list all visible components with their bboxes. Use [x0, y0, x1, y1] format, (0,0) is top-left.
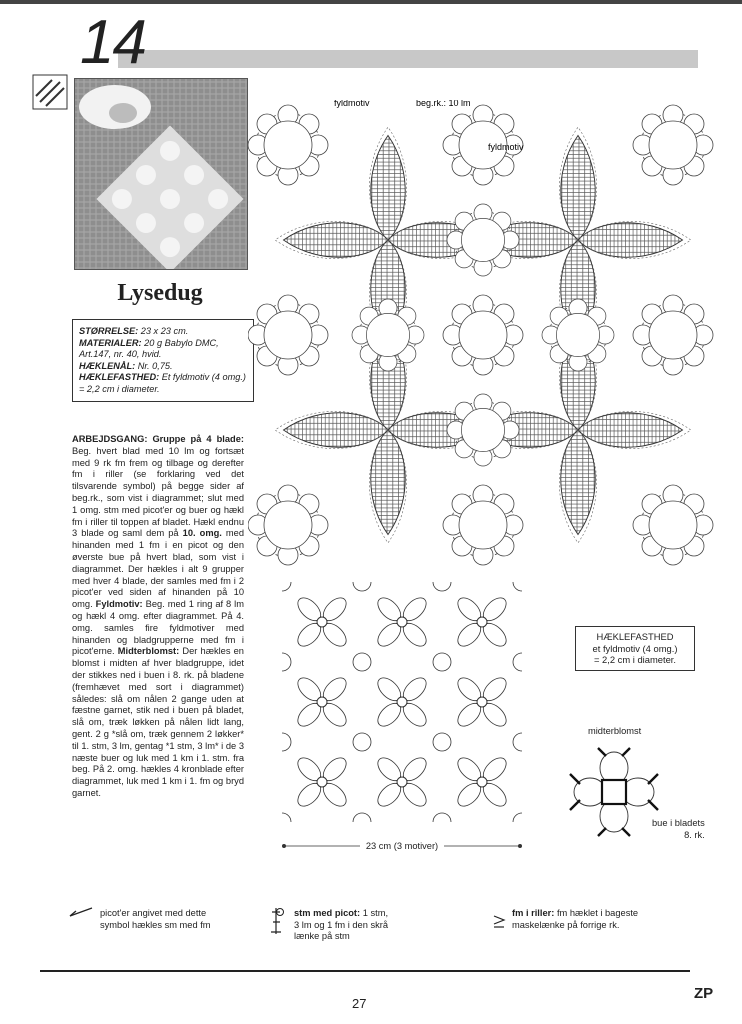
legend-fm	[512, 908, 638, 931]
fill-motif	[542, 299, 614, 371]
materials-value: 20 g Babylo DMC, Art.147, nr. 40, hvid.	[79, 337, 219, 359]
instructions	[72, 434, 244, 800]
width-label: 23 cm (3 motiver)	[365, 841, 439, 851]
size-value: 23 x 23 cm.	[140, 326, 189, 336]
small-fill-motif	[282, 653, 291, 671]
footer-rule	[40, 970, 690, 972]
small-leaf-group	[374, 674, 431, 731]
gauge-box	[575, 626, 695, 671]
legend-stm-title: stm med picot:	[294, 908, 361, 918]
product-photo	[74, 78, 248, 270]
small-fill-motif	[282, 733, 291, 751]
top-border	[0, 0, 742, 4]
legend-fm-title: fm i riller:	[512, 908, 555, 918]
needle-label: HÆKLENÅL:	[79, 360, 136, 371]
instructions-p2: med hinanden med 1 fm i en picot og den øverste bue på hvert blad, som vist i diagrammet. Der hækles i alt 9 grupper med hver 4 blade, der samles med fm i 2 picot'er ved siden af hinanden på 10 omg.	[72, 528, 244, 610]
size-label: STØRRELSE:	[79, 326, 139, 336]
legend-fm-line1: fm hæklet i bageste	[556, 908, 639, 918]
small-leaf-group	[374, 754, 431, 811]
fill-motif	[248, 485, 328, 565]
bue-label-line1: bue i bladets	[652, 818, 705, 828]
page-number: 27	[352, 996, 367, 1011]
legend-picot-line1: picot'er angivet med dette	[100, 908, 207, 918]
small-fill-motif	[433, 653, 451, 671]
fill-motif	[633, 295, 713, 375]
small-leaf-group	[454, 754, 511, 811]
fill-motif	[633, 105, 713, 185]
difficulty-icon	[32, 74, 68, 110]
small-fill-motif	[433, 813, 451, 822]
legend-stm-line1: 1 stm,	[362, 908, 389, 918]
instructions-p3: Beg. med 1 ring af 8 lm og hækl 4 omg. efter diagrammet. På 4. omg. samles fire fyldmotiver med hinanden og bladgrupperne med fm i picot'erne.	[72, 599, 244, 657]
small-fill-motif	[353, 582, 371, 591]
materials-label: MATERIALER:	[79, 337, 142, 348]
label-fyldmotiv-1: fyldmotiv	[334, 100, 370, 108]
instructions-round: 10. omg.	[182, 528, 222, 539]
small-fill-motif	[513, 813, 522, 822]
info-box	[72, 319, 254, 402]
fill-motif	[447, 204, 519, 276]
fyld-label: Fyldmotiv:	[95, 599, 143, 610]
gauge-box-line2: et fyldmotiv (4 omg.)	[592, 642, 678, 654]
midter-label: Midterblomst:	[117, 646, 180, 657]
fill-motif	[248, 295, 328, 375]
fill-motif	[352, 299, 424, 371]
bue-label	[652, 818, 705, 841]
small-fill-motif	[353, 813, 371, 822]
instructions-p1: Beg. hvert blad med 10 lm og fortsæt med 9 rk fm frem og tilbage og derefter fm i riller (se forklaring ved det tilsvarende symbol) på begge sider af beg.rk., som vist i diagrammet; slut med 1 omg. stm med picot'er og buer og hækl fm i riller til toppen af bladet. Hækl endnu 3 blade og saml dem på	[72, 445, 244, 539]
small-leaf-group	[454, 674, 511, 731]
legend-fm-line2: maskelænke på forrige rk.	[512, 919, 620, 930]
small-leaf-group	[374, 594, 431, 651]
small-fill-motif	[433, 733, 451, 751]
small-fill-motif	[282, 813, 291, 822]
fill-motif	[443, 485, 523, 565]
label-beg-rk: beg.rk.: 10 lm	[416, 100, 471, 108]
needle-value: Nr. 0,75.	[137, 360, 173, 371]
instructions-heading: ARBEJDSGANG: Gruppe på 4 blade:	[72, 434, 244, 444]
small-fill-motif	[353, 733, 371, 751]
header-bar	[118, 50, 698, 68]
gauge-label: HÆKLEFASTHED:	[79, 372, 160, 382]
fill-motif	[248, 105, 328, 185]
label-fyldmotiv-2: fyldmotiv	[488, 142, 524, 152]
fm-riller-icon	[492, 914, 506, 930]
legend-stm-line3: lænke på stm	[294, 931, 350, 941]
bue-label-line2: 8. rk.	[684, 829, 705, 840]
pattern-number: 14	[80, 8, 145, 77]
gauge-value: Et fyldmotiv (4 omg.) = 2,2 cm i diameter.	[79, 372, 246, 394]
small-leaf-group	[294, 674, 351, 731]
legend-stm-line2: 3 lm og 1 fm i den skrå	[294, 919, 389, 930]
legend-picot-line2: symbol hækles sm med fm	[100, 919, 211, 930]
instructions-p4: Der hækles en blomst i midten af hver bladgruppe, idet der stikkes ned i buen i 8. rk. på bladene (fremhævet med sort i diagrammet) således: slå om nålen 2 gange uden at fæstne garnet, stik ned i buen på bladet, slå om, træk løkken på nålen lidt lang, gent. 2 g *slå om, træk gennem 2 løkker* til 1. stm, 3 lm, gentag *1 stm, 3 lm* i de 3 næste buer og luk med 1 km i 1. stm. fra beg. På 2. omg. hækles 4 kronblade efter diagrammet, luk med 1 km i 1. fm og bryd garnet.	[72, 646, 244, 798]
small-leaf-group	[294, 754, 351, 811]
small-leaf-group	[454, 594, 511, 651]
fill-motif	[447, 394, 519, 466]
midterblomst-label: midterblomst	[588, 726, 642, 736]
small-leaf-group	[294, 594, 351, 651]
fill-motif	[633, 485, 713, 565]
main-crochet-diagram	[248, 100, 718, 570]
brand-mark: ZP	[694, 985, 714, 1002]
small-fill-motif	[282, 582, 291, 591]
gauge-box-line3: = 2,2 cm i diameter.	[593, 654, 677, 665]
small-fill-motif	[513, 653, 522, 671]
pattern-title: Lysedug	[117, 280, 203, 306]
small-fill-motif	[513, 733, 522, 751]
picot-symbol-icon	[68, 906, 96, 920]
small-fill-motif	[353, 653, 371, 671]
small-fill-motif	[433, 582, 451, 591]
overview-diagram	[282, 582, 522, 822]
small-fill-motif	[513, 582, 522, 591]
fill-motif	[443, 295, 523, 375]
gauge-box-title: HÆKLEFASTHED	[596, 631, 674, 642]
stm-picot-icon	[266, 904, 288, 938]
legend-picot	[100, 908, 211, 931]
legend-stm	[294, 908, 388, 943]
